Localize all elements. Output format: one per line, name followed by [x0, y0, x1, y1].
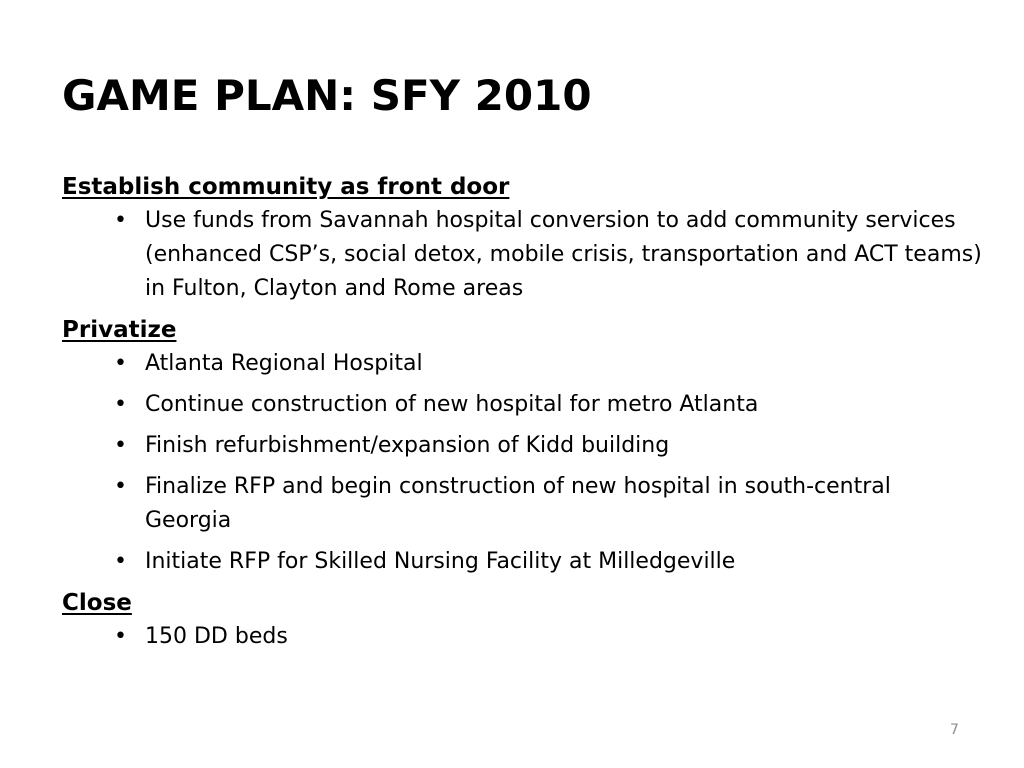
bullet-icon: •: [114, 351, 127, 376]
bullet-list: [62, 204, 982, 306]
bullet-text: Finish refurbishment/expansion of Kidd building: [145, 433, 670, 458]
bullet-item: [62, 545, 982, 579]
bullet-icon: •: [114, 474, 127, 499]
section-heading: Establish community as front door: [62, 174, 510, 200]
bullet-icon: •: [114, 624, 127, 649]
section-establish-community: [62, 170, 982, 306]
slide-title: GAME PLAN: SFY 2010: [62, 71, 592, 120]
bullet-icon: •: [114, 433, 127, 458]
bullet-icon: •: [114, 392, 127, 417]
bullet-item: [62, 429, 982, 463]
bullet-item: [62, 388, 982, 422]
bullet-item: [62, 620, 982, 654]
bullet-text: Use funds from Savannah hospital conversion to add community services (enhanced CSP’s, social detox, mobile crisis, transportation and ACT teams) in Fulton, Clayton and Rome areas: [145, 208, 982, 301]
bullet-item: [62, 470, 982, 538]
bullet-text: Continue construction of new hospital for metro Atlanta: [145, 392, 759, 417]
slide-content: [62, 170, 982, 661]
bullet-item: [62, 347, 982, 381]
page-number: 7: [950, 722, 959, 738]
section-close: [62, 586, 982, 654]
bullet-text: 150 DD beds: [145, 624, 288, 649]
bullet-text: Initiate RFP for Skilled Nursing Facility at Milledgeville: [145, 549, 736, 574]
section-privatize: [62, 313, 982, 579]
section-heading: Privatize: [62, 317, 177, 343]
bullet-text: Atlanta Regional Hospital: [145, 351, 423, 376]
section-heading: Close: [62, 590, 132, 616]
bullet-list: [62, 347, 982, 579]
bullet-icon: •: [114, 208, 127, 233]
bullet-list: [62, 620, 982, 654]
bullet-text: Finalize RFP and begin construction of new hospital in south-central Georgia: [145, 474, 891, 533]
bullet-icon: •: [114, 549, 127, 574]
bullet-item: [62, 204, 982, 306]
